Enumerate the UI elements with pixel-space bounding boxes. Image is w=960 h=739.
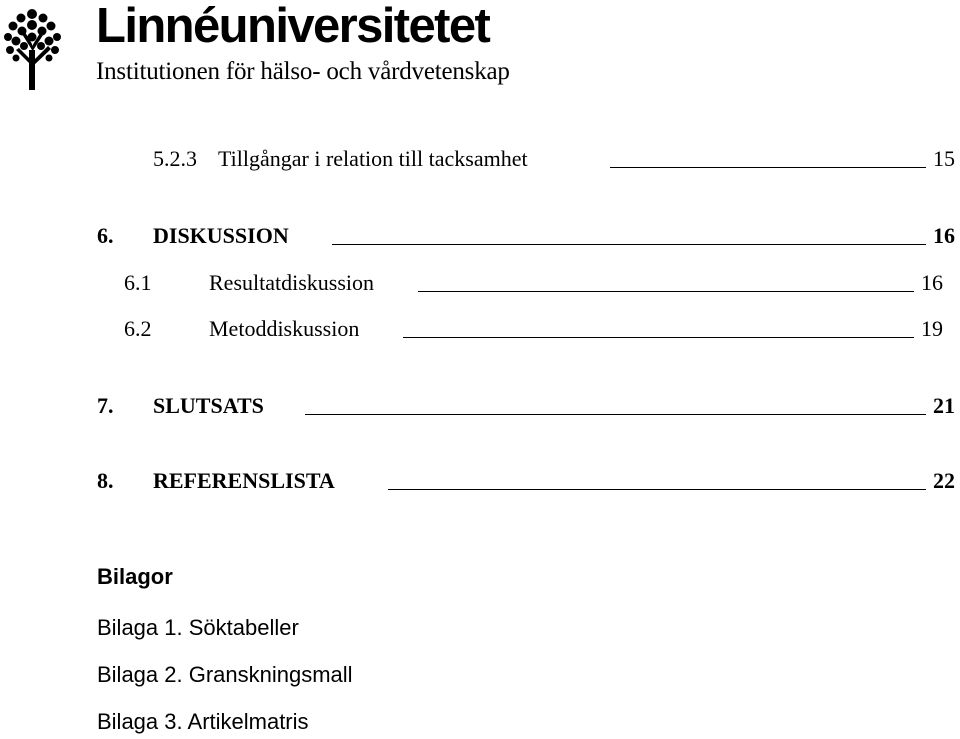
toc-entry-number: 7. bbox=[97, 393, 114, 418]
toc-entry-title: Metoddiskussion bbox=[209, 316, 360, 341]
toc-entry-title: Resultatdiskussion bbox=[209, 270, 375, 295]
toc-entry-number: 6.2 bbox=[124, 316, 152, 341]
toc-leader-line bbox=[403, 337, 914, 338]
toc-entry-7 bbox=[0, 392, 960, 420]
toc-leader-line bbox=[305, 414, 926, 415]
toc-entry-page: 21 bbox=[933, 393, 955, 418]
toc-entry-6 bbox=[0, 222, 960, 250]
appendix-item: Bilaga 1. Söktabeller bbox=[97, 615, 299, 640]
toc-entry-title: Tillgångar i relation till tacksamhet bbox=[218, 146, 528, 171]
toc-entry-number: 8. bbox=[97, 468, 114, 493]
toc-entry-page: 15 bbox=[933, 146, 955, 171]
toc-entry-title: SLUTSATS bbox=[153, 393, 264, 418]
toc-entry-number: 6. bbox=[97, 223, 114, 248]
tree-icon bbox=[2, 6, 64, 90]
toc-leader-line bbox=[388, 489, 926, 490]
toc-entry-page: 19 bbox=[921, 316, 943, 341]
toc-entry-6-2 bbox=[0, 315, 960, 343]
appendix-item: Bilaga 3. Artikelmatris bbox=[97, 709, 309, 734]
toc-leader-line bbox=[332, 244, 926, 245]
toc-entry-title: REFERENSLISTA bbox=[153, 468, 335, 493]
appendix-item: Bilaga 2. Granskningsmall bbox=[97, 662, 353, 687]
toc-entry-8 bbox=[0, 467, 960, 495]
institution-name: Institutionen för hälso- och vårdvetenskap bbox=[96, 58, 510, 85]
page-header bbox=[0, 0, 960, 100]
toc-entry-6-1 bbox=[0, 269, 960, 297]
toc-leader-line bbox=[610, 167, 926, 168]
toc-entry-title: DISKUSSION bbox=[153, 223, 289, 248]
toc-entry-page: 22 bbox=[933, 468, 955, 493]
toc-entry-page: 16 bbox=[921, 270, 943, 295]
toc-entry-number: 5.2.3 bbox=[153, 146, 197, 171]
toc-entry-page: 16 bbox=[933, 223, 955, 248]
toc-leader-line bbox=[418, 291, 914, 292]
university-name: Linnéuniversitetet bbox=[96, 0, 490, 53]
appendices-heading: Bilagor bbox=[97, 564, 173, 589]
toc-entry-number: 6.1 bbox=[124, 270, 152, 295]
toc-entry-5-2-3 bbox=[0, 145, 960, 173]
